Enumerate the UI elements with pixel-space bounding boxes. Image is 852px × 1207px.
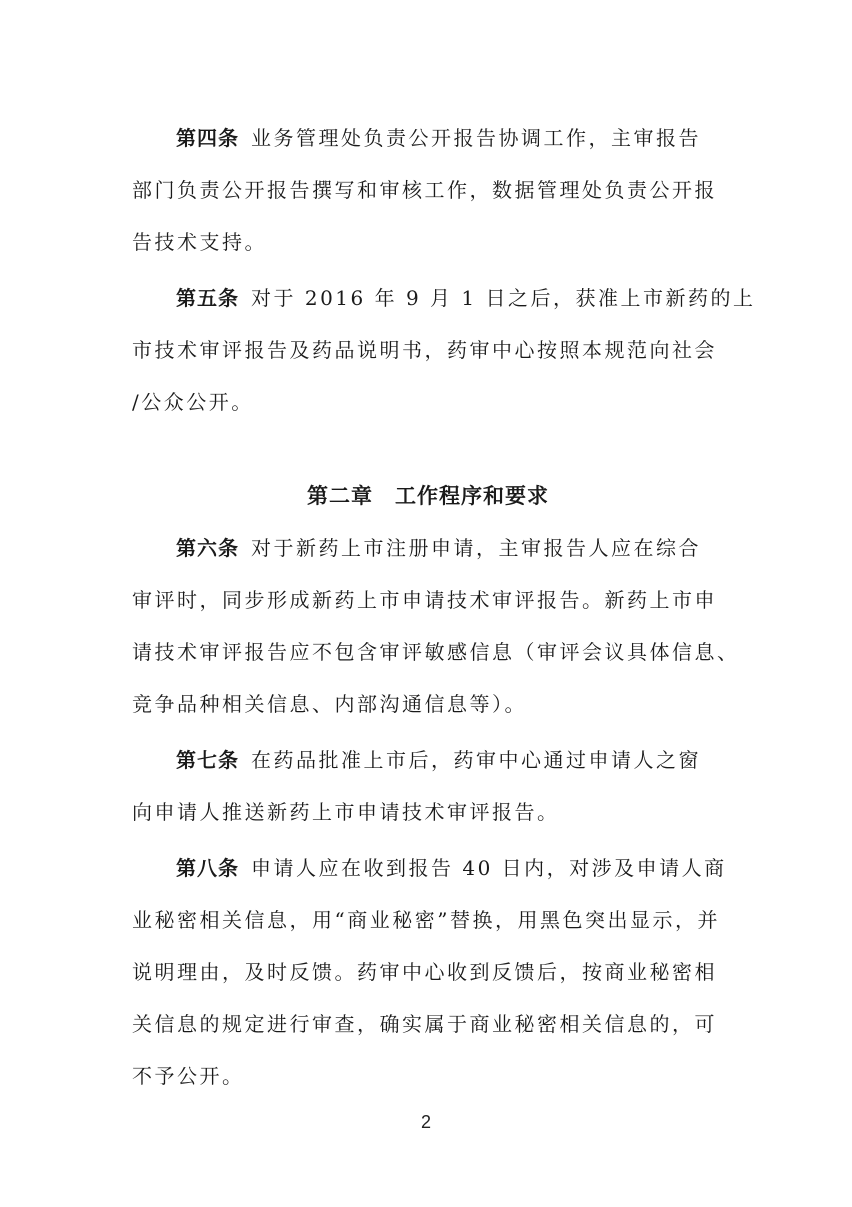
article-6-label: 第六条 xyxy=(176,536,239,560)
document-body xyxy=(132,112,756,1102)
article-5-text-1: 对于 2016 年 9 月 1 日之后，获准上市新药的上 xyxy=(251,286,756,310)
article-5-line-3: /公众公开。 xyxy=(132,390,254,414)
article-8-line-2: 业秘密相关信息，用“商业秘密”替换，用黑色突出显示，并 xyxy=(132,908,720,932)
article-6-line-4: 竞争品种相关信息、内部沟通信息等）。 xyxy=(132,692,527,716)
article-8-line-1 xyxy=(132,842,727,894)
article-7 xyxy=(132,734,724,838)
chapter-2-heading: 第二章 工作程序和要求 xyxy=(307,483,549,508)
article-7-line-2: 向申请人推送新药上市申请技术审评报告。 xyxy=(132,800,560,824)
article-8-line-5: 不予公开。 xyxy=(132,1064,245,1088)
article-6 xyxy=(132,522,740,730)
article-6-text-1: 对于新药上市注册申请，主审报告人应在综合 xyxy=(251,536,701,560)
article-5-label: 第五条 xyxy=(176,286,239,310)
article-8-line-3: 说明理由，及时反馈。药审中心收到反馈后，按商业秘密相 xyxy=(132,960,717,984)
article-8 xyxy=(132,842,727,1102)
article-4-text-1: 业务管理处负责公开报告协调工作，主审报告 xyxy=(251,126,701,150)
article-8-label: 第八条 xyxy=(176,856,239,880)
article-7-text-1: 在药品批准上市后，药审中心通过申请人之窗 xyxy=(251,748,701,772)
article-4-label: 第四条 xyxy=(176,126,239,150)
article-5-line-2: 市技术审评报告及药品说明书，药审中心按照本规范向社会 xyxy=(132,338,717,362)
article-5-line-1 xyxy=(132,272,756,324)
page-number: 2 xyxy=(420,1112,431,1132)
article-6-line-2: 审评时，同步形成新药上市申请技术审评报告。新药上市申 xyxy=(132,588,717,612)
article-4-line-2: 部门负责公开报告撰写和审核工作，数据管理处负责公开报 xyxy=(132,178,717,202)
article-6-line-1 xyxy=(132,522,724,574)
article-7-label: 第七条 xyxy=(176,748,239,772)
article-7-line-1 xyxy=(132,734,724,786)
article-4-line-3: 告技术支持。 xyxy=(132,230,267,254)
article-8-line-4: 关信息的规定进行审查，确实属于商业秘密相关信息的，可 xyxy=(132,1012,717,1036)
article-8-text-1: 申请人应在收到报告 40 日内，对涉及申请人商 xyxy=(251,856,727,880)
article-4-line-1 xyxy=(132,112,724,164)
article-5 xyxy=(132,272,756,428)
article-4 xyxy=(132,112,724,268)
article-6-line-3: 请技术审评报告应不包含审评敏感信息（审评会议具体信息、 xyxy=(132,640,740,664)
